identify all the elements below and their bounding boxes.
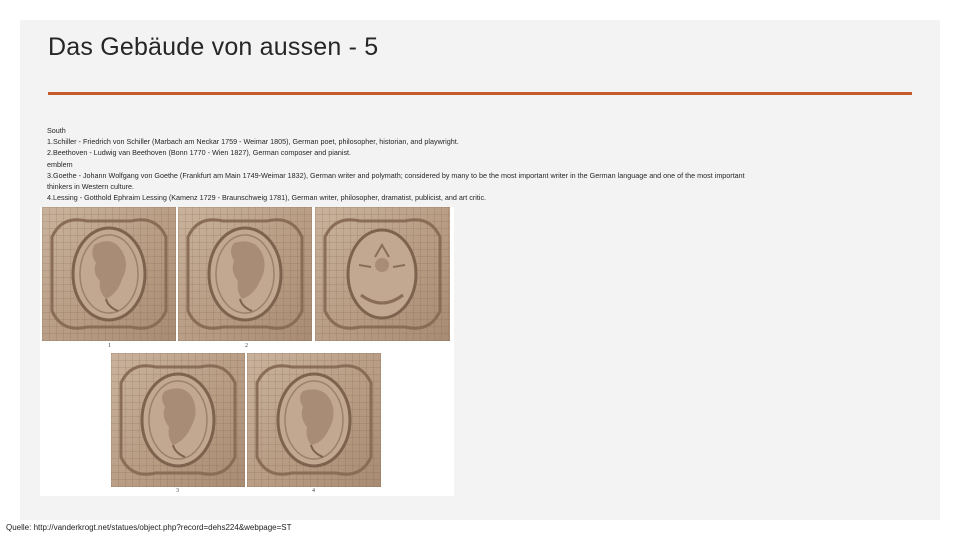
relief-photo-goethe [111,353,245,487]
slide-body [47,125,747,203]
title-divider [48,92,912,95]
slide-title: Das Gebäude von aussen - 5 [48,32,379,61]
photo-number-1: 1 [108,343,111,349]
relief-photo-schiller [42,207,176,341]
beethoven-medallion-image [178,207,312,341]
lessing-medallion-image [247,353,381,487]
relief-photo-lessing [247,353,381,487]
photo-number-3: 3 [176,488,179,494]
body-line-heading: South [47,126,66,135]
body-line-schiller: 1.Schiller - Friedrich von Schiller (Marbach am Neckar 1759 - Weimar 1805), German poet, philosopher, historian, and playwright. [47,137,459,147]
goethe-medallion-image [111,353,245,487]
body-line-beethoven: 2.Beethoven - Ludwig van Beethoven (Bonn 1770 - Wien 1827), German composer and pianist. [47,148,352,158]
relief-photo-emblem [315,207,450,341]
emblem-medallion-image [315,207,450,341]
photo-number-2: 2 [245,343,248,349]
body-line-goethe: 3.Goethe - Johann Wolfgang von Goethe (Frankfurt am Main 1749-Weimar 1832), German writer and polymath; considered by many to be the most important writer in the German language and one of the most important thinkers in Western culture. [47,170,745,192]
schiller-medallion-image [42,207,176,341]
photo-number-4: 4 [312,488,315,494]
body-line-lessing: 4.Lessing - Gotthold Ephraim Lessing (Kamenz 1729 - Braunschweig 1781), German writer, philosopher, dramatist, publicist, and art critic. [47,193,487,203]
source-caption: Quelle: http://vanderkrogt.net/statues/object.php?record=dehs224&webpage=ST [6,523,292,532]
body-line-emblem: emblem [47,159,73,169]
relief-photo-collage [40,207,454,496]
relief-photo-beethoven [178,207,312,341]
